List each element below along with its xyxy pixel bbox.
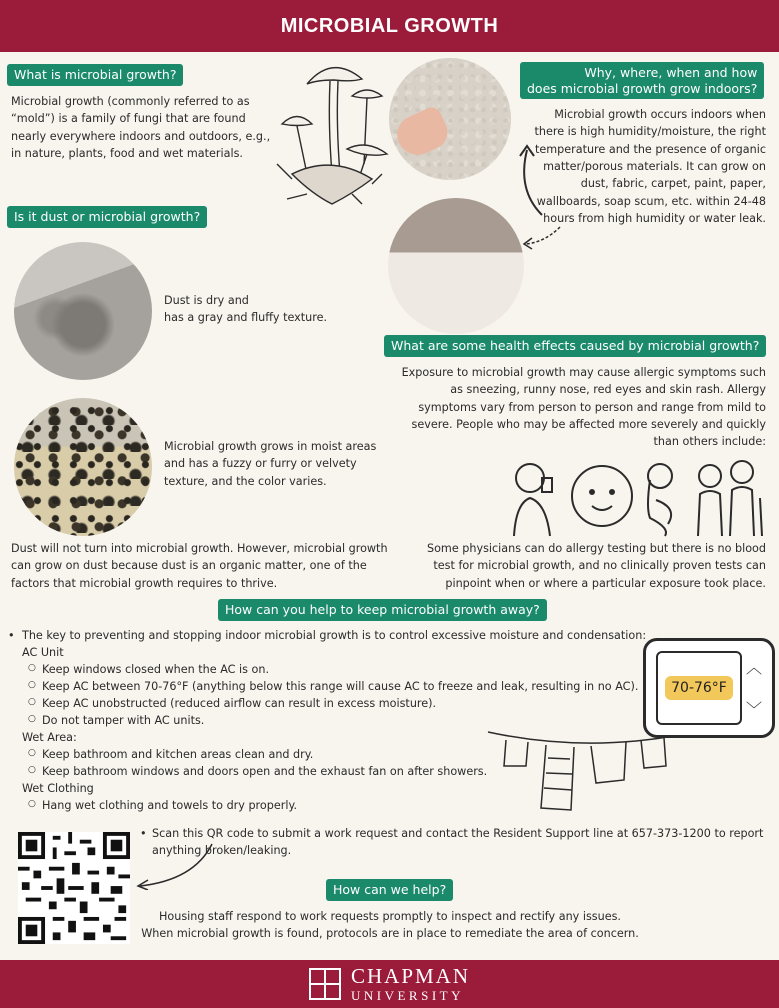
help-line1: Housing staff respond to work requests promptly to inspect and rectify any issues. [159, 910, 621, 923]
why-body: Microbial growth occurs indoors when there is high humidity/moisture, the right temperature and the presence of organic matter/porous materials. It can grow on dust, fabric, carpet, paint, paper, wallboards, soap scum, etc. within 24-48 hours from high humidity or water leak. [534, 108, 766, 226]
what-is-body: Microbial growth (commonly referred to as “mold”) is a family of fungi that are found nearly everywhere indoors and outdoors, e.g., in nature, plants, food and wet materials. [11, 95, 271, 161]
vulnerable-groups-illustration [500, 458, 772, 538]
qr-text: Scan this QR code to submit a work request and contact the Resident Support line at 657-373-1200 to report anything broken/leaking. [152, 827, 764, 858]
logo-line1: CHAPMAN [350, 964, 471, 988]
thermostat-reading: 70-76°F [665, 676, 733, 700]
wet-area-item: ○ Keep bathroom and kitchen areas clean and dry. [8, 746, 648, 763]
prevention-intro: • The key to preventing and stopping indoor microbial growth is to control excessive moisture and condensation: [8, 627, 648, 644]
chevron-down-icon: ﹀ [745, 700, 762, 719]
ac-item: ○ Keep windows closed when the AC is on. [8, 661, 648, 678]
mold-photo [14, 398, 152, 536]
dust-description [164, 292, 364, 327]
heading-why-line1: Why, where, when and how [584, 65, 758, 80]
page-header [0, 0, 779, 52]
textured-wall-photo [389, 58, 511, 180]
wet-area-item: ○ Keep bathroom windows and doors open and the exhaust fan on after showers. [8, 763, 648, 780]
heading-dust-or-mold: Is it dust or microbial growth? [7, 206, 207, 228]
help-line2: When microbial growth is found, protocols are in place to remediate the area of concern. [141, 927, 639, 941]
curved-arrow-icon [512, 140, 552, 220]
child-inhaler-icon [514, 464, 552, 536]
ac-item: ○ Keep AC between 70-76°F (anything below this range will cause AC to freeze and leak, resulting in no AC). [8, 678, 648, 695]
health-body: Exposure to microbial growth may cause allergic symptoms such as sneezing, runny nose, red eyes and skin rash. Allergy symptoms vary from person to person and range from mild to severe. People who may be affected more severely and quickly than others include: [401, 366, 766, 449]
dust-photo [14, 242, 152, 380]
elderly-couple-icon [698, 461, 762, 536]
wet-clothing-title: Wet Clothing [22, 782, 94, 796]
ac-item: ○ Keep AC unobstructed (reduced airflow can result in excess moisture). [8, 695, 648, 712]
dust-conclusion: Dust will not turn into microbial growth. However, microbial growth can grow on dust because dust is an organic matter, one of the factors that microbial growth requires to thrive. [11, 542, 388, 590]
pregnant-woman-icon [648, 464, 672, 536]
qr-instructions [140, 825, 770, 860]
thermostat-screen [656, 651, 742, 725]
clothesline-illustration [486, 728, 676, 818]
baby-face-icon [572, 466, 632, 526]
heading-why-line2: does microbial growth grow indoors? [527, 80, 758, 96]
health-footer: Some physicians can do allergy testing but there is no blood test for microbial growth, and no clinically proven tests can pinpoint when or where a particular exposure took place. [426, 542, 766, 590]
dust-text-line2: has a gray and fluffy texture. [164, 311, 328, 325]
chapman-logo-icon [309, 968, 341, 1000]
chevron-up-icon: ︿ [745, 658, 762, 677]
chapman-logo-text [351, 966, 470, 1002]
hand-image [391, 104, 453, 161]
dashed-arrow-icon [520, 222, 564, 252]
heading-what-is: What is microbial growth? [7, 64, 183, 86]
dust-text-line1: Dust is dry and [164, 294, 249, 307]
wet-clothing-item: ○ Hang wet clothing and towels to dry properly. [8, 797, 648, 814]
help-body [130, 908, 650, 943]
page-footer [0, 960, 779, 1008]
heading-how-we-help: How can we help? [326, 879, 453, 901]
qr-bullet: • [140, 827, 147, 840]
ac-unit-title: AC Unit [22, 646, 64, 660]
heading-why-where [520, 62, 764, 99]
qr-code[interactable] [18, 832, 130, 944]
thermostat-illustration [643, 638, 775, 738]
mold-description: Microbial growth grows in moist areas and has a fuzzy or furry or velvety texture, and the color varies. [164, 440, 377, 488]
heading-prevention: How can you help to keep microbial growth away? [218, 599, 547, 621]
logo-line2: UNIVERSITY [350, 988, 464, 1003]
ac-item: ○ Do not tamper with AC units. [8, 712, 648, 729]
corner-mold-photo [388, 198, 524, 334]
wet-area-title: Wet Area: [22, 731, 77, 745]
heading-health-effects: What are some health effects caused by microbial growth? [384, 335, 766, 357]
page-title: MICROBIAL GROWTH [280, 14, 499, 37]
mushroom-illustration [272, 54, 392, 214]
